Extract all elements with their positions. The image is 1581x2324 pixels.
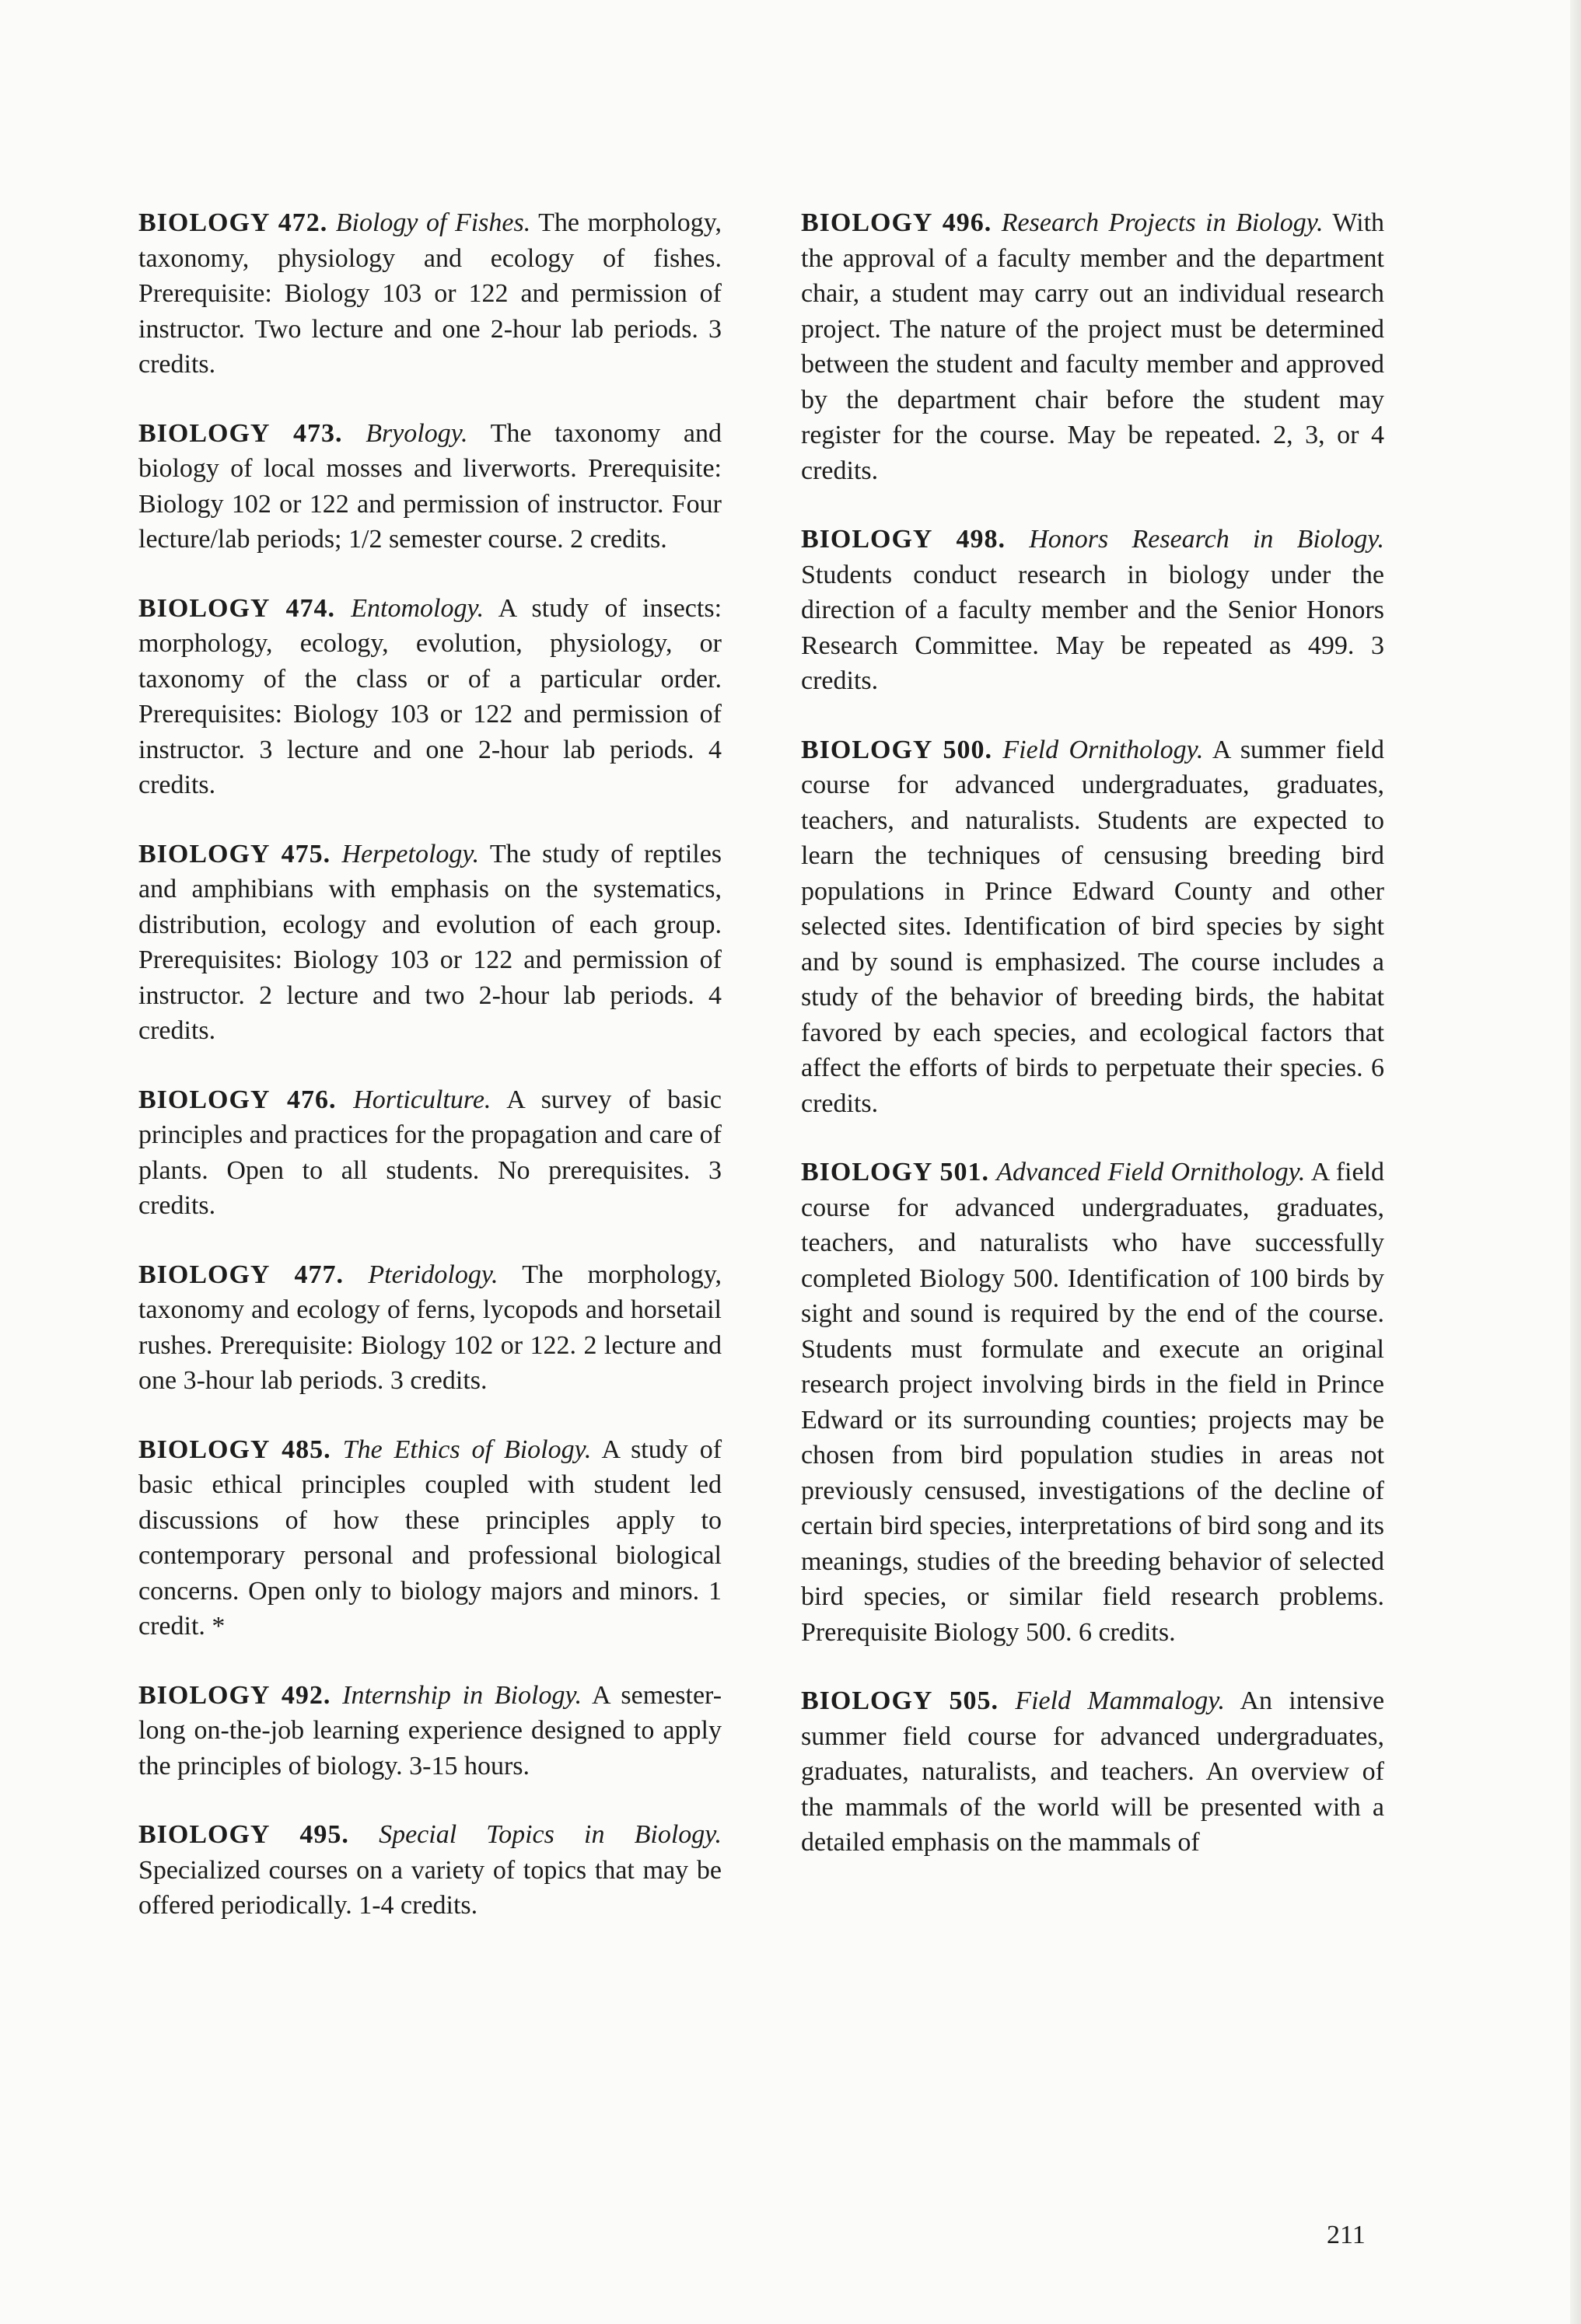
course-description: With the approval of a faculty member and the department chair, a student may carry out an individual research project. The nature of the project must be determined between the student and faculty member and approved by the department chair before the student may register for the course. May be repeated. 2, 3, or 4 credits. <box>801 208 1385 485</box>
course-code: BIOLOGY 475. <box>138 839 331 868</box>
course-description: A study of basic ethical principles coupled with student led discussions of how these principles apply to contemporary personal and professional biological concerns. Open only to biology majors and minors. 1 credit. * <box>138 1435 722 1641</box>
course-code: BIOLOGY 492. <box>138 1680 331 1710</box>
course-entry-biology-492 <box>138 1678 722 1784</box>
course-title: Special Topics in Biology. <box>379 1820 722 1849</box>
course-code: BIOLOGY 496. <box>801 208 992 237</box>
course-title: Horticulture. <box>353 1085 491 1114</box>
course-title: Field Ornithology. <box>1002 735 1204 764</box>
course-description: A summer field course for advanced undergraduates, graduates, teachers, and naturalists. Students are expected to learn the techniques of censusing breeding bird populations in Prince Edward County and other selected sites. Identification of bird species by sight and by sound is emphasized. The course includes a study of the behavior of breeding birds, the habitat favored by each species, and ecological factors that affect the efforts of birds to perpetuate their species. 6 credits. <box>801 735 1385 1118</box>
course-entry-biology-496 <box>801 205 1384 488</box>
course-code: BIOLOGY 476. <box>138 1085 337 1114</box>
course-description: The morphology, taxonomy and ecology of ferns, lycopods and horsetail rushes. Prerequisite: Biology 102 or 122. 2 lecture and one 3-hour lab periods. 3 credits. <box>138 1260 722 1395</box>
course-entry-biology-505 <box>801 1683 1384 1861</box>
course-code: BIOLOGY 500. <box>801 735 993 764</box>
course-description: A semester-long on-the-job learning experience designed to apply the principles of biology. 3-15 hours. <box>138 1680 722 1781</box>
course-code: BIOLOGY 501. <box>801 1158 989 1186</box>
course-description: The taxonomy and biology of local mosses and liverworts. Prerequisite: Biology 102 or 122 and permission of instructor. Four lecture/lab periods; 1/2 semester course. 2 credits. <box>138 418 722 554</box>
course-title: Pteridology. <box>368 1260 498 1289</box>
course-description: The morphology, taxonomy, physiology and ecology of fishes. Prerequisite: Biology 103 or 122 and permission of instructor. Two lecture and one 2-hour lab periods. 3 credits. <box>138 208 722 379</box>
course-entry-biology-472 <box>138 205 722 383</box>
page-number: 211 <box>1327 2221 1366 2249</box>
course-description: A field course for advanced undergraduates, graduates, teachers, and naturalists who have successfully completed Biology 500. Identification of 100 birds by sight and sound is required by the end of the course. Students must formulate and execute an original research project involving birds in the field in Prince Edward or its surrounding counties; projects may be chosen from bird population studies in areas not previously censused, investigations of the decline of certain bird species, interpretations of bird song and its meanings, studies of the breeding behavior of selected bird species, or similar field research problems. Prerequisite Biology 500. 6 credits. <box>801 1158 1385 1647</box>
course-entry-biology-475 <box>138 837 722 1049</box>
course-code: BIOLOGY 498. <box>801 525 1006 554</box>
course-description: A survey of basic principles and practices for the propagation and care of plants. Open to all students. No prerequisites. 3 credits. <box>138 1085 722 1220</box>
course-title: Internship in Biology. <box>342 1680 582 1710</box>
course-title: Herpetology. <box>341 839 480 868</box>
course-code: BIOLOGY 473. <box>138 418 343 448</box>
course-description: A study of insects: morphology, ecology, evolution, physiology, or taxonomy of the class or of a particular order. Prerequisites: Biology 103 or 122 and permission of instructor. 3 lecture and one 2-hour lab periods. 4 credits. <box>138 593 722 799</box>
course-title: Field Mammalogy. <box>1015 1686 1225 1715</box>
course-entry-biology-495 <box>138 1817 722 1924</box>
course-title: Advanced Field Ornithology. <box>996 1158 1306 1186</box>
course-entry-biology-485 <box>138 1432 722 1644</box>
course-title: Honors Research in Biology. <box>1029 525 1385 554</box>
course-description: The study of reptiles and amphibians with emphasis on the systematics, distribution, ecology and evolution of each group. Prerequisites: Biology 103 or 122 and permission of instructor. 2 lecture and two 2-hour lab periods. 4 credits. <box>138 839 722 1045</box>
course-code: BIOLOGY 495. <box>138 1820 349 1849</box>
course-description: Students conduct research in biology under the direction of a faculty member and the Senior Honors Research Committee. May be repeated as 499. 3 credits. <box>801 560 1384 695</box>
course-description: An intensive summer field course for advanced undergraduates, graduates, naturalists, and teachers. An overview of the mammals of the world will be presented with a detailed emphasis on the mammals of <box>801 1686 1385 1857</box>
course-code: BIOLOGY 485. <box>138 1435 331 1464</box>
course-description: Specialized courses on a variety of topics that may be offered periodically. 1-4 credits. <box>138 1855 722 1920</box>
course-entry-biology-498 <box>801 522 1384 699</box>
course-code: BIOLOGY 472. <box>138 208 328 237</box>
course-entry-biology-501 <box>801 1155 1384 1650</box>
course-entry-biology-473 <box>138 416 722 557</box>
page-edge-shadow <box>1570 0 1581 2324</box>
course-code: BIOLOGY 477. <box>138 1260 345 1289</box>
course-title: The Ethics of Biology. <box>342 1435 592 1464</box>
course-entry-biology-476 <box>138 1082 722 1224</box>
left-column <box>138 205 722 1957</box>
course-code: BIOLOGY 474. <box>138 593 335 623</box>
course-entry-biology-500 <box>801 732 1384 1122</box>
course-title: Entomology. <box>351 593 484 623</box>
course-title: Biology of Fishes. <box>335 208 531 237</box>
course-entry-biology-477 <box>138 1257 722 1399</box>
course-title: Research Projects in Biology. <box>1001 208 1324 237</box>
course-title: Bryology. <box>366 418 468 448</box>
course-entry-biology-474 <box>138 591 722 803</box>
course-code: BIOLOGY 505. <box>801 1686 999 1715</box>
right-column <box>801 205 1384 1894</box>
